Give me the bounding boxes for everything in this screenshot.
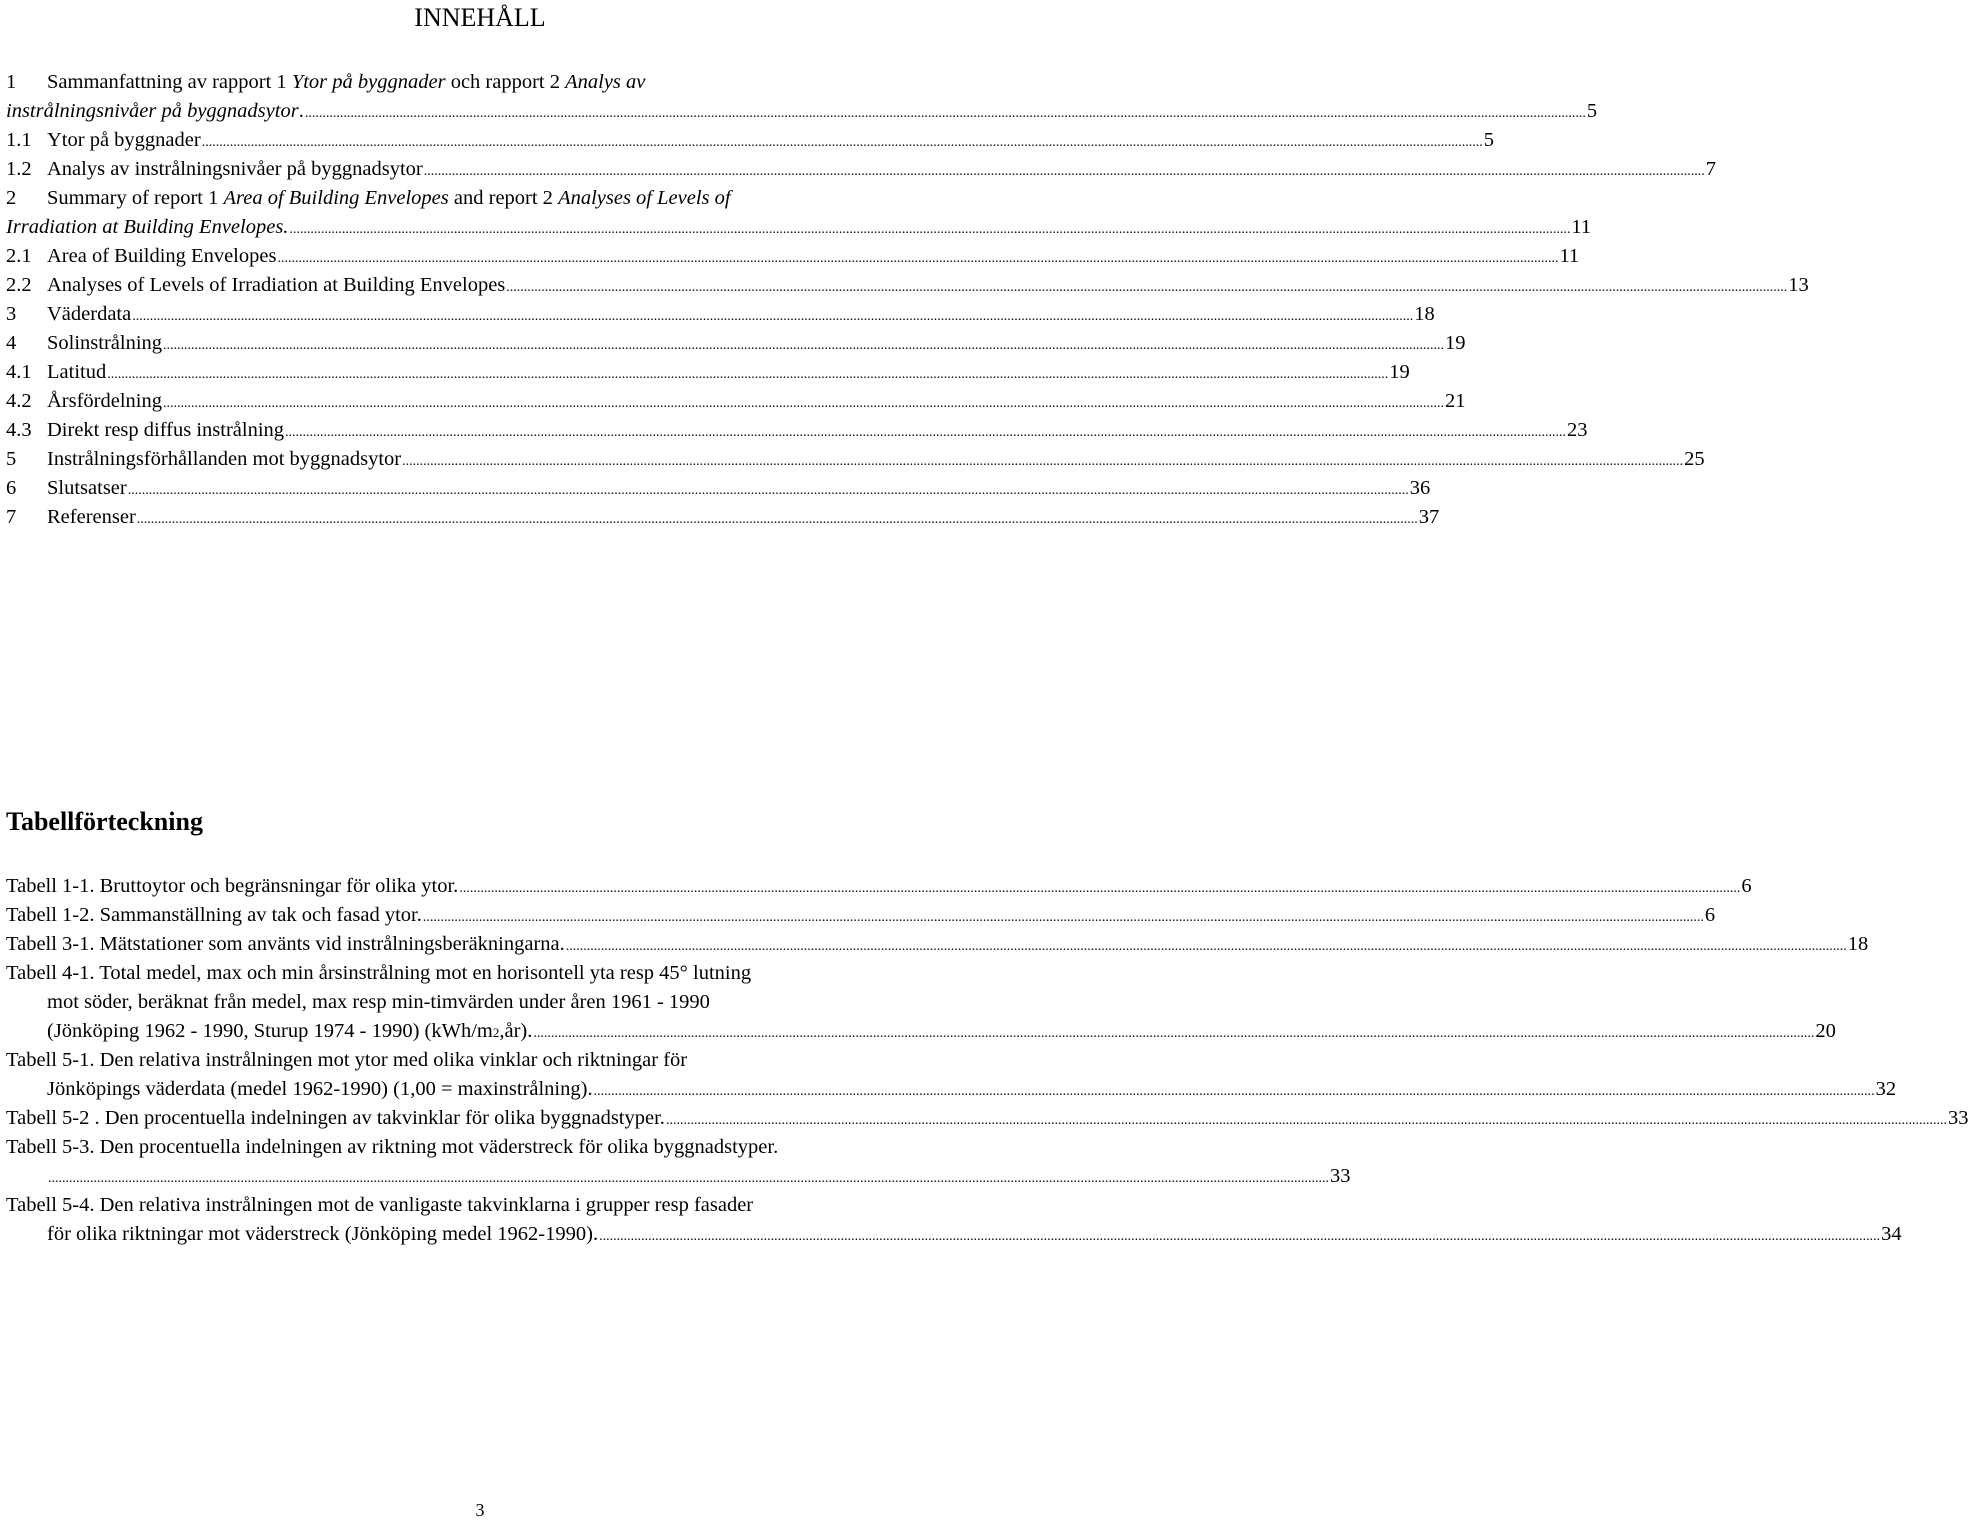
table-entry-4-1-line1[interactable]: Tabell 4-1. Total medel, max och min årsinstrålning mot en horisontell yta resp 45° lutning bbox=[6, 962, 752, 984]
toc-entry-6[interactable]: 6 Slutsatser .............................................................................................................................................................................................................................................................................................................................................................................. 36 bbox=[6, 477, 1431, 499]
page-title: INNEHÅLL bbox=[414, 3, 546, 32]
table-entry-4-1-line2[interactable]: mot söder, beräknat från medel, max resp min-timvärden under åren 1961 - 1990 bbox=[47, 991, 710, 1013]
table-entry-5-4-line2[interactable]: för olika riktningar mot väderstreck (Jönköping medel 1962-1990). .............................................................................................................................................................................................................................................................................................................................................................................. 34 bbox=[47, 1223, 1902, 1245]
toc-entry-3[interactable]: 3 Väderdata .............................................................................................................................................................................................................................................................................................................................................................................. 18 bbox=[6, 303, 1435, 325]
toc-entry-1-1[interactable]: 1.1 Ytor på byggnader .............................................................................................................................................................................................................................................................................................................................................................................. 5 bbox=[6, 129, 1494, 151]
list-of-tables bbox=[6, 872, 1968, 1249]
table-entry-5-2[interactable]: Tabell 5-2 . Den procentuella indelningen av takvinklar för olika byggnadstyper. .............................................................................................................................................................................................................................................................................................................................................................................. 33 bbox=[6, 1107, 1968, 1129]
dot-leader: .............................................................................................................................................................................................................................................................................................................................................................................. bbox=[304, 106, 1586, 121]
toc-entry-4[interactable]: 4 Solinstrålning .............................................................................................................................................................................................................................................................................................................................................................................. 19 bbox=[6, 332, 1466, 354]
table-entry-5-3-line1[interactable]: Tabell 5-3. Den procentuella indelningen av riktning mot väderstreck för olika byggnadstyper. bbox=[6, 1136, 779, 1158]
toc-entry-1-2[interactable]: 1.2 Analys av instrålningsnivåer på byggnadsytor .............................................................................................................................................................................................................................................................................................................................................................................. 7 bbox=[6, 158, 1717, 180]
toc-entry-5[interactable]: 5 Instrålningsförhållanden mot byggnadsytor .............................................................................................................................................................................................................................................................................................................................................................................. 25 bbox=[6, 448, 1705, 470]
tables-heading: Tabellförteckning bbox=[6, 807, 203, 836]
page-number: 3 bbox=[475, 1500, 485, 1520]
toc-entry-4-2[interactable]: 4.2 Årsfördelning .............................................................................................................................................................................................................................................................................................................................................................................. 21 bbox=[6, 390, 1466, 412]
table-entry-5-4-line1[interactable]: Tabell 5-4. Den relativa instrålningen mot de vanligaste takvinklarna i grupper resp fasader bbox=[6, 1194, 754, 1216]
toc-entry-4-3[interactable]: 4.3 Direkt resp diffus instrålning .............................................................................................................................................................................................................................................................................................................................................................................. 23 bbox=[6, 419, 1588, 441]
table-entry-5-3-line2[interactable]: .............................................................................................................................................................................................................................................................................................................................................................................. 33 bbox=[48, 1165, 1351, 1187]
toc-entry-2-1[interactable]: 2.1 Area of Building Envelopes .............................................................................................................................................................................................................................................................................................................................................................................. 11 bbox=[6, 245, 1580, 267]
table-entry-5-1-line2[interactable]: Jönköpings väderdata (medel 1962-1990) (1,00 = maxinstrålning). .............................................................................................................................................................................................................................................................................................................................................................................. 32 bbox=[47, 1078, 1897, 1100]
table-entry-3-1[interactable]: Tabell 3-1. Mätstationer som använts vid instrålningsberäkningarna. .............................................................................................................................................................................................................................................................................................................................................................................. 18 bbox=[6, 933, 1869, 955]
table-of-contents bbox=[6, 68, 1809, 532]
table-entry-1-1[interactable]: Tabell 1-1. Bruttoytor och begränsningar för olika ytor. .............................................................................................................................................................................................................................................................................................................................................................................. 6 bbox=[6, 875, 1752, 897]
page-ref: 5 bbox=[1586, 100, 1598, 122]
toc-entry-1-line1[interactable]: 1 Sammanfattning av rapport 1 Ytor på byggnader och rapport 2 Analys av bbox=[6, 71, 646, 93]
toc-entry-7[interactable]: 7 Referenser .............................................................................................................................................................................................................................................................................................................................................................................. 37 bbox=[6, 506, 1440, 528]
table-entry-5-1-line1[interactable]: Tabell 5-1. Den relativa instrålningen mot ytor med olika vinklar och riktningar för bbox=[6, 1049, 688, 1071]
toc-entry-2-line2[interactable]: Irradiation at Building Envelopes. .............................................................................................................................................................................................................................................................................................................................................................................. 11 bbox=[6, 216, 1592, 238]
toc-entry-4-1[interactable]: 4.1 Latitud .............................................................................................................................................................................................................................................................................................................................................................................. 19 bbox=[6, 361, 1410, 383]
table-entry-4-1-line3[interactable]: (Jönköping 1962 - 1990, Sturup 1974 - 1990) (kWh/m 2 ,år). .............................................................................................................................................................................................................................................................................................................................................................................. 20 bbox=[47, 1020, 1836, 1042]
table-entry-1-2[interactable]: Tabell 1-2. Sammanställning av tak och fasad ytor. .............................................................................................................................................................................................................................................................................................................................................................................. 6 bbox=[6, 904, 1716, 926]
toc-entry-1-line2[interactable]: instrålningsnivåer på byggnadsytor . .............................................................................................................................................................................................................................................................................................................................................................................. 5 bbox=[6, 97, 958, 126]
toc-entry-2-2[interactable]: 2.2 Analyses of Levels of Irradiation at Building Envelopes .............................................................................................................................................................................................................................................................................................................................................................................. 13 bbox=[6, 274, 1809, 296]
toc-entry-2-line1[interactable]: 2 Summary of report 1 Area of Building Envelopes and report 2 Analyses of Levels of bbox=[6, 187, 731, 209]
